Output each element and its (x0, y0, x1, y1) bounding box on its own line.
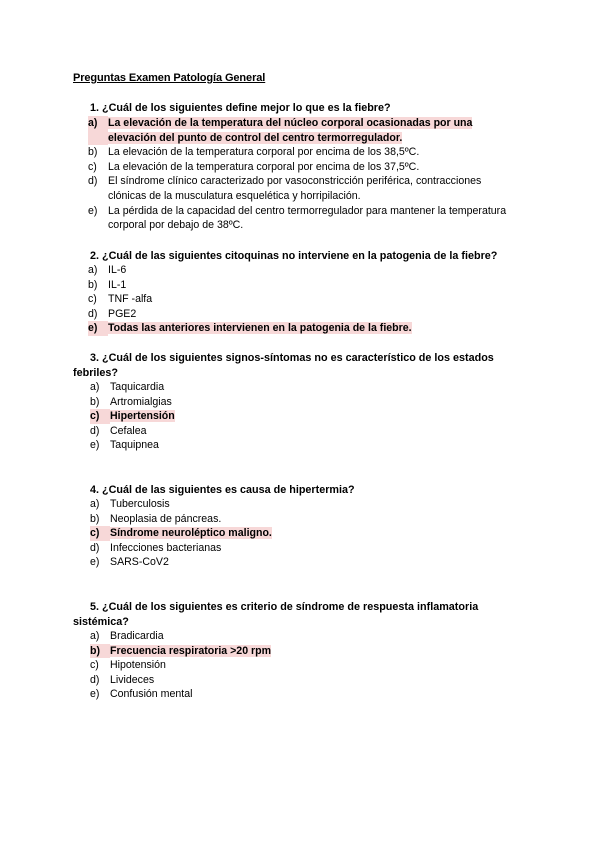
option-2c: c) TNF -alfa (88, 293, 153, 306)
question-text: 3. ¿Cuál de los siguientes signos-síntomas no es característico de los estados febriles? (73, 352, 494, 379)
option-5a: a) Bradicardia (90, 630, 164, 642)
option-4c: c) Síndrome neuroléptico maligno. (90, 527, 272, 540)
option-4a: a) Tuberculosis (90, 498, 170, 510)
question-text: 5. ¿Cuál de los siguientes es criterio de síndrome de respuesta inflamatoria sistémica? (73, 601, 479, 628)
question-1-options (88, 116, 508, 233)
option-4d: d) Infecciones bacterianas (90, 541, 222, 554)
question-text: 4. ¿Cuál de las siguientes es causa de hipertermia? (90, 484, 355, 496)
question-text: 1. ¿Cuál de los siguientes define mejor lo que es la fiebre? (90, 102, 391, 114)
question-5 (73, 600, 523, 629)
option-2b: b) IL-1 (88, 278, 127, 291)
option-1e: e) La pérdida de la capacidad del centro termorregulador para mantener la temperatura corporal por debajo de 38ºC. (88, 204, 507, 232)
question-4 (90, 483, 510, 498)
question-2-options (88, 263, 508, 336)
option-4b: b) Neoplasia de páncreas. (90, 512, 222, 525)
question-1 (90, 101, 510, 116)
option-3a: a) Taquicardia (90, 381, 165, 393)
question-2 (90, 249, 520, 264)
option-1a: a) La elevación de la temperatura del núcleo corporal ocasionadas por una elevación del punto de control del centro termorregulador. (88, 117, 473, 144)
option-2d: d) PGE2 (88, 307, 137, 320)
option-5c: c) Hipotensión (90, 659, 166, 672)
option-4e: e) SARS-CoV2 (90, 556, 169, 569)
question-text: 2. ¿Cuál de las siguientes citoquinas no interviene en la patogenia de la fiebre? (90, 250, 498, 262)
question-3 (73, 351, 518, 380)
option-1c: c) La elevación de la temperatura corporal por encima de los 37,5ºC. (88, 160, 420, 173)
option-3d: d) Cefalea (90, 424, 147, 437)
question-5-options (90, 629, 510, 702)
option-3e: e) Taquipnea (90, 439, 159, 452)
option-1d: d) El síndrome clínico caracterizado por vasoconstricción periférica, contracciones clónicas de la musculatura esquelética y horripilación. (88, 175, 482, 202)
document-title: Preguntas Examen Patología General (73, 72, 266, 84)
option-5b: b) Frecuencia respiratoria >20 rpm (90, 644, 272, 657)
question-4-options (90, 497, 510, 570)
option-1b: b) La elevación de la temperatura corporal por encima de los 38,5ºC. (88, 146, 420, 159)
option-3b: b) Artromialgias (90, 395, 172, 408)
question-3-options (90, 380, 510, 453)
option-3c: c) Hipertensión (90, 410, 175, 423)
option-5d: d) Livideces (90, 673, 155, 686)
option-2e: e) Todas las anteriores intervienen en la patogenia de la fiebre. (88, 322, 412, 335)
option-2a: a) IL-6 (88, 264, 127, 276)
option-5e: e) Confusión mental (90, 688, 193, 701)
